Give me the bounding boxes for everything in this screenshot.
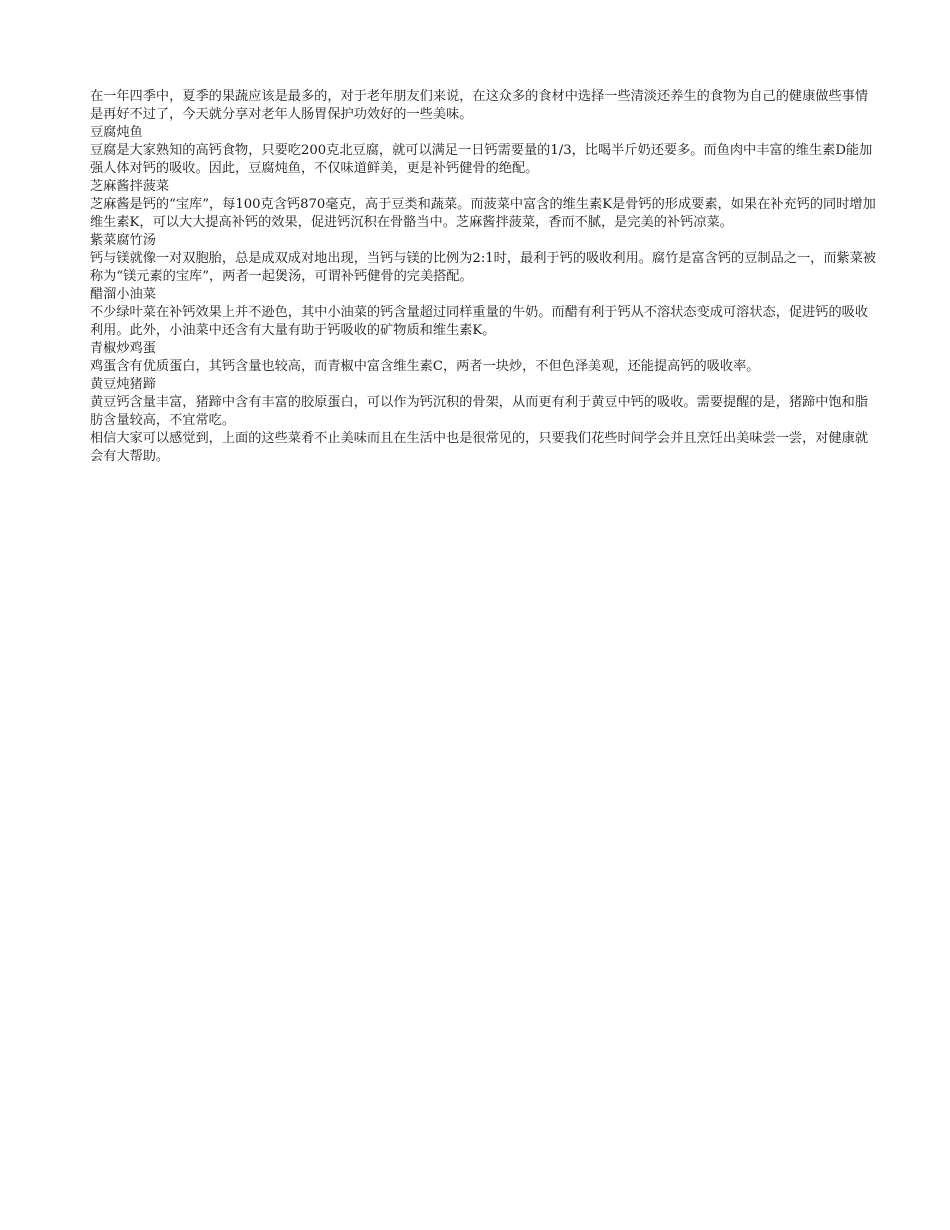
section-title: 紫菜腐竹汤 <box>90 233 156 248</box>
section-title: 醋溜小油菜 <box>90 287 156 302</box>
article <box>90 88 880 466</box>
section-body: 鸡蛋含有优质蛋白，其钙含量也较高，而青椒中富含维生素C，两者一块炒，不但色泽美观，还能提高钙的吸收率。 <box>90 359 760 374</box>
section-tofu-fish <box>90 124 880 178</box>
section-title: 芝麻酱拌菠菜 <box>90 179 170 194</box>
section-title: 青椒炒鸡蛋 <box>90 341 156 356</box>
section-body: 芝麻酱是钙的“宝库”，每100克含钙870毫克，高于豆类和蔬菜。而菠菜中富含的维生素K是骨钙的形成要素，如果在补充钙的同时增加维生素K，可以大大提高补钙的效果，促进钙沉积在骨骼当中。芝麻酱拌菠菜，香而不腻，是完美的补钙凉菜。 <box>90 197 876 230</box>
intro-paragraph: 在一年四季中，夏季的果蔬应该是最多的，对于老年朋友们来说，在这众多的食材中选择一些清淡还养生的食物为自己的健康做些事情是再好不过了，今天就分享对老年人肠胃保护功效好的一些美味。 <box>90 89 869 122</box>
section-body: 钙与镁就像一对双胞胎，总是成双成对地出现，当钙与镁的比例为2:1时，最利于钙的吸收利用。腐竹是富含钙的豆制品之一，而紫菜被称为“镁元素的宝库”，两者一起煲汤，可谓补钙健骨的完美搭配。 <box>90 251 877 284</box>
section-body: 黄豆钙含量丰富，猪蹄中含有丰富的胶原蛋白，可以作为钙沉积的骨架，从而更有利于黄豆中钙的吸收。需要提醒的是，猪蹄中饱和脂肪含量较高，不宜常吃。 <box>90 395 869 428</box>
section-title: 黄豆炖猪蹄 <box>90 377 156 392</box>
section-seaweed-soup <box>90 232 880 286</box>
section-pepper-egg <box>90 340 880 376</box>
section-vinegar-greens <box>90 286 880 340</box>
section-sesame-spinach <box>90 178 880 232</box>
section-body: 不少绿叶菜在补钙效果上并不逊色，其中小油菜的钙含量超过同样重量的牛奶。而醋有利于钙从不溶状态变成可溶状态，促进钙的吸收利用。此外，小油菜中还含有大量有助于钙吸收的矿物质和维生素K。 <box>90 305 869 338</box>
section-body: 豆腐是大家熟知的高钙食物，只要吃200克北豆腐，就可以满足一日钙需要量的1/3，比喝半斤奶还要多。而鱼肉中丰富的维生素D能加强人体对钙的吸收。因此，豆腐炖鱼，不仅味道鲜美，更是补钙健骨的绝配。 <box>90 143 873 176</box>
section-soybean-trotter <box>90 376 880 430</box>
section-title: 豆腐炖鱼 <box>90 125 143 140</box>
conclusion-paragraph: 相信大家可以感觉到，上面的这些菜肴不止美味而且在生活中也是很常见的，只要我们花些时间学会并且烹饪出美味尝一尝，对健康就会有大帮助。 <box>90 431 869 464</box>
